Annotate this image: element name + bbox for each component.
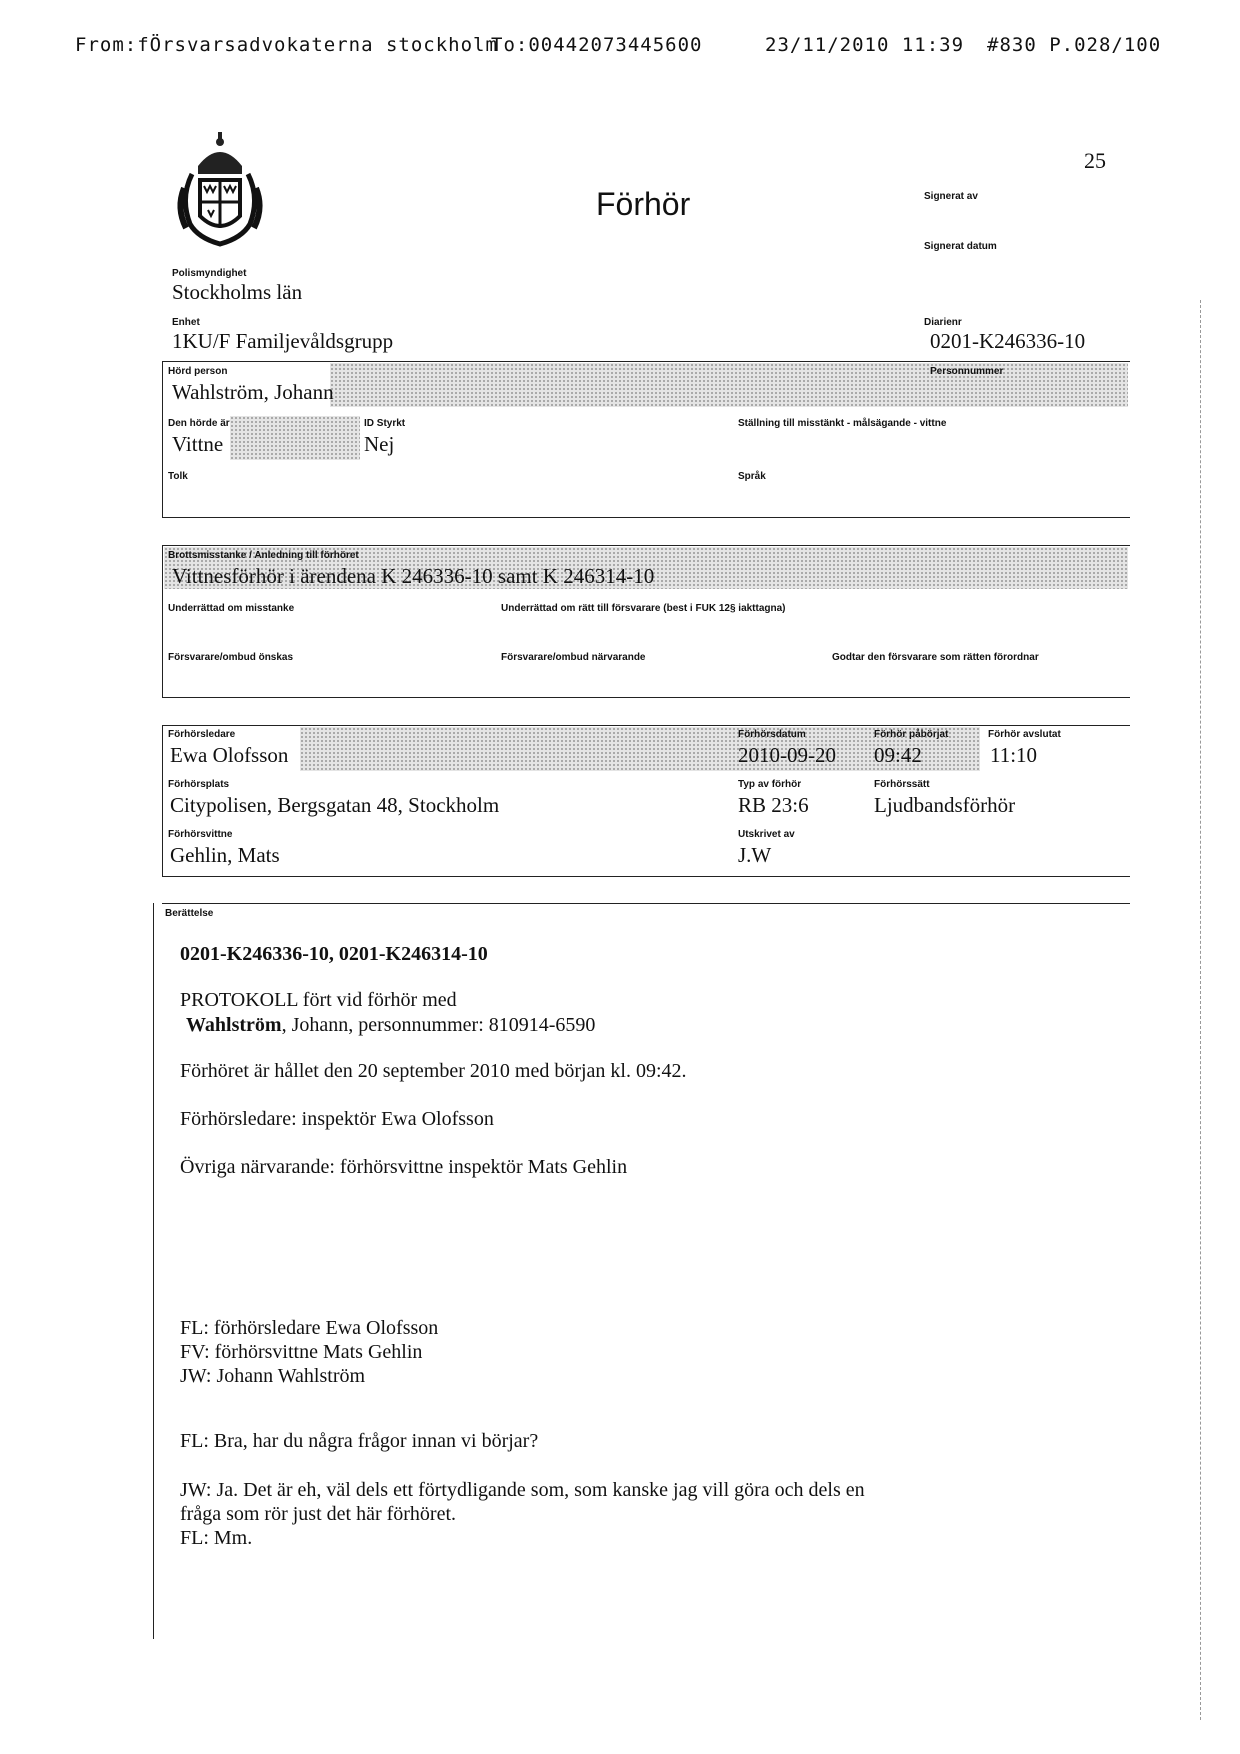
diarienr-value: 0201-K246336-10: [930, 329, 1086, 353]
signerat-av-label: Signerat av: [924, 191, 978, 202]
fax-to: To:00442073445600: [491, 34, 703, 56]
shaded-field: [230, 416, 360, 460]
start-line: Förhöret är hållet den 20 september 2010 med början kl. 09:42.: [180, 1060, 687, 1082]
brottsmisstanke-label: Brottsmisstanke / Anledning till förhöret: [168, 550, 359, 561]
forsvarare-onskas-label: Försvarare/ombud önskas: [168, 652, 294, 663]
polismyndighet-value: Stockholms län: [172, 280, 303, 304]
fax-from: From:fÖrsvarsadvokaterna stockholm: [75, 34, 498, 56]
id-styrkt-label: ID Styrkt: [364, 418, 406, 429]
sprak-label: Språk: [738, 471, 766, 482]
answer-1-line-2: fråga som rör just det här förhöret.: [180, 1503, 457, 1525]
fax-page: #830 P.028/100: [987, 34, 1162, 56]
forhorsvittne-label: Förhörsvittne: [168, 829, 233, 840]
typ-av-forhor-value: RB 23:6: [738, 793, 809, 817]
personnummer-label: Personnummer: [930, 366, 1004, 377]
berattelse-label: Berättelse: [165, 908, 214, 919]
forhorssatt-label: Förhörssätt: [874, 779, 930, 790]
forhor-avslutat-label: Förhör avslutat: [988, 729, 1061, 740]
forhorsdatum-label: Förhörsdatum: [738, 729, 806, 740]
stallning-label: Ställning till misstänkt - målsägande - vittne: [738, 418, 947, 429]
den-horde-ar-label: Den hörde är: [168, 418, 230, 429]
fax-datetime: 23/11/2010 11:39: [765, 34, 965, 56]
id-styrkt-value: Nej: [364, 432, 395, 456]
typ-av-forhor-label: Typ av förhör: [738, 779, 802, 790]
signerat-datum-label: Signerat datum: [924, 241, 997, 252]
forhor-paborjat-value: 09:42: [874, 743, 922, 767]
forhorsdatum-value: 2010-09-20: [738, 743, 836, 767]
page-number: 25: [1084, 148, 1106, 173]
enhet-value: 1KU/F Familjevåldsgrupp: [172, 329, 394, 353]
forsvarare-narvarande-label: Försvarare/ombud närvarande: [501, 652, 646, 663]
person-rest: , Johann, personnummer: 810914-6590: [281, 1014, 596, 1036]
hord-person-label: Hörd person: [168, 366, 228, 377]
underrattad-forsvarare-label: Underrättad om rätt till försvarare (best i FUK 12§ iakttagna): [501, 603, 786, 614]
shaded-field: [330, 363, 1128, 407]
forhorsledare-value: Ewa Olofsson: [170, 743, 289, 767]
protokoll-line: PROTOKOLL fört vid förhör med: [180, 989, 457, 1011]
godtar-label: Godtar den försvarare som rätten förordnar: [832, 652, 1039, 663]
person-line: [186, 1013, 595, 1038]
forhor-avslutat-value: 11:10: [990, 743, 1038, 767]
answer-1-line-1: JW: Ja. Det är eh, väl dels ett förtydligande som, som kanske jag vill göra och dels en: [180, 1479, 865, 1501]
den-horde-ar-value: Vittne: [172, 432, 224, 456]
forhor-paborjat-label: Förhör påbörjat: [874, 729, 949, 740]
tolk-label: Tolk: [168, 471, 188, 482]
forhorsplats-value: Citypolisen, Bergsgatan 48, Stockholm: [170, 793, 500, 817]
abbr-fl: FL: förhörsledare Ewa Olofsson: [180, 1317, 439, 1339]
case-numbers: 0201-K246336-10, 0201-K246314-10: [180, 943, 488, 965]
forhorsvittne-value: Gehlin, Mats: [170, 843, 280, 867]
abbr-jw: JW: Johann Wahlström: [180, 1365, 366, 1387]
enhet-label: Enhet: [172, 317, 200, 328]
utskrivet-av-value: J.W: [738, 843, 772, 867]
forhorsledare-label: Förhörsledare: [168, 729, 236, 740]
forhorsplats-label: Förhörsplats: [168, 779, 230, 790]
person-name-bold: Wahlström: [186, 1014, 282, 1036]
form-title: Förhör: [596, 186, 691, 222]
hord-person-value: Wahlström, Johann: [172, 380, 334, 404]
swedish-police-crest-icon: [170, 128, 270, 258]
others-line: Övriga närvarande: förhörsvittne inspektör Mats Gehlin: [180, 1156, 628, 1178]
diarienr-label: Diarienr: [924, 317, 962, 328]
forhorssatt-value: Ljudbandsförhör: [874, 793, 1016, 817]
brottsmisstanke-value: Vittnesförhör i ärendena K 246336-10 samt K 246314-10: [172, 564, 655, 588]
utskrivet-av-label: Utskrivet av: [738, 829, 795, 840]
question-1: FL: Bra, har du några frågor innan vi börjar?: [180, 1430, 539, 1452]
abbr-fv: FV: förhörsvittne Mats Gehlin: [180, 1341, 423, 1363]
margin-artifact: [1200, 300, 1201, 1720]
polismyndighet-label: Polismyndighet: [172, 268, 247, 279]
fl-mm: FL: Mm.: [180, 1527, 253, 1549]
underrattad-misstanke-label: Underrättad om misstanke: [168, 603, 295, 614]
leader-line: Förhörsledare: inspektör Ewa Olofsson: [180, 1108, 494, 1130]
